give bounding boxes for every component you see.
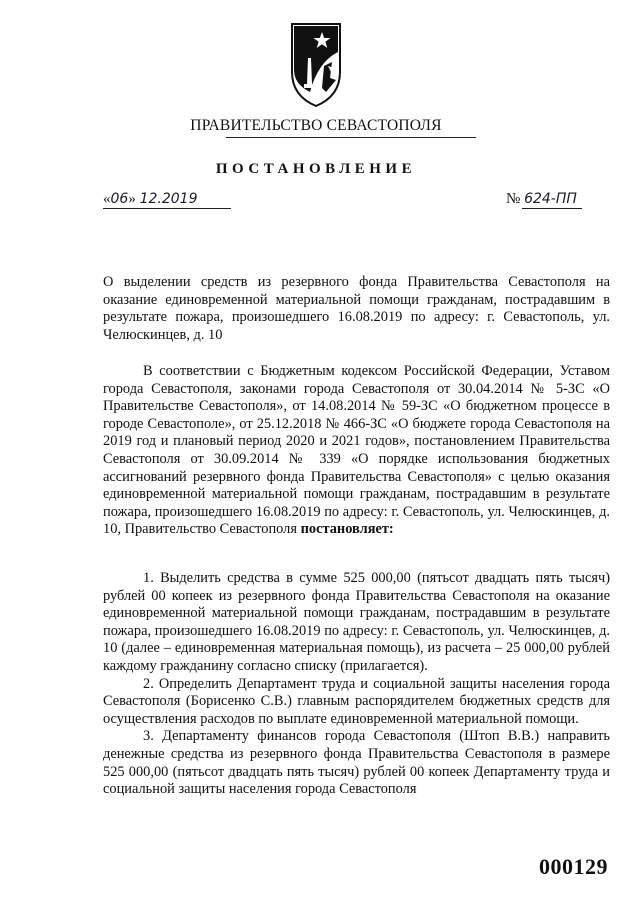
document-subject — [103, 274, 610, 344]
resolution-item: 1. Выделить средства в сумме 525 000,00 (пятьсот двадцать пять тысяч) рублей 00 копеек из резервного фонда Правительства Севастополя на оказание единовременной материальной помощи гражданам, пострадавшим в результате пожара, произошедшего 16.08.2019 по адресу: г. Севастополь, ул. Челюскинцев, д. 10 (далее – единовременная материальная помощь), из расчета – 25 000,00 рублей каждому гражданину согласно списку (прилагается). — [103, 570, 610, 674]
document-date — [103, 191, 197, 208]
resolution-item: 3. Департаменту финансов города Севастополя (Штоп В.В.) направить денежные средства из резервного фонда Правительства Севастополя в размере 525 000,00 (пятьсот двадцать пять тысяч) рублей 00 копеек Департаменту труда и социальной защиты населения города Севастополя — [103, 728, 610, 798]
document-number — [506, 191, 577, 208]
number-underline — [522, 208, 582, 209]
date-open-quote: « — [103, 191, 111, 207]
resolution-items — [103, 570, 610, 799]
preamble-text: В соответствии с Бюджетным кодексом Российской Федерации, Уставом города Севастополя, законами города Севастополя от 30.04.2014 № 5-ЗС «О Правительстве Севастополя», от 14.08.2014 № 59-ЗС «О бюджетном процессе в городе Севастополе», от 25.12.2018 № 466-ЗС «О бюджете города Севастополя на 2019 год и плановый период 2020 и 2021 годов», постановлением Правительства Севастополя от 30.09.2014 № 339 «О порядке использования бюджетных ассигнований резервного фонда Правительства Севастополя» с целью оказания единовременной материальной помощи гражданам, пострадавшим в результате пожара, произошедшего 16.08.2019 по адресу: г. Севастополь, ул. Челюскинцев, д. 10, Правительство Севастополя — [103, 363, 610, 538]
preamble-resolves: постановляет: — [300, 521, 394, 538]
number-value: 624-ПП — [524, 191, 577, 207]
page-serial-number: 000129 — [539, 854, 608, 879]
government-title: ПРАВИТЕЛЬСТВО СЕВАСТОПОЛЯ — [190, 117, 442, 134]
subject-text: О выделении средств из резервного фонда Правительства Севастополя на оказание единовременной материальной помощи гражданам, пострадавшим в результате пожара, произошедшего 16.08.2019 по адресу: г. Севастополь, ул. Челюскинцев, д. 10 — [103, 274, 610, 343]
preamble — [103, 363, 610, 539]
date-day: 06 — [110, 191, 129, 207]
date-close-quote: » — [128, 191, 136, 207]
date-month-year: 12.2019 — [139, 191, 198, 207]
date-underline — [103, 208, 231, 209]
document-type-heading: ПОСТАНОВЛЕНИЕ — [215, 161, 417, 177]
number-sign: № — [506, 191, 521, 207]
preamble-paragraph — [103, 363, 610, 539]
government-underline — [226, 137, 476, 138]
sevastopol-coat-of-arms-icon — [288, 22, 344, 108]
resolution-item: 2. Определить Департамент труда и социальной защиты населения города Севастополя (Борисенко С.В.) главным распорядителем бюджетных средств для осуществления расходов по выплате единовременной материальной помощи. — [103, 675, 610, 727]
